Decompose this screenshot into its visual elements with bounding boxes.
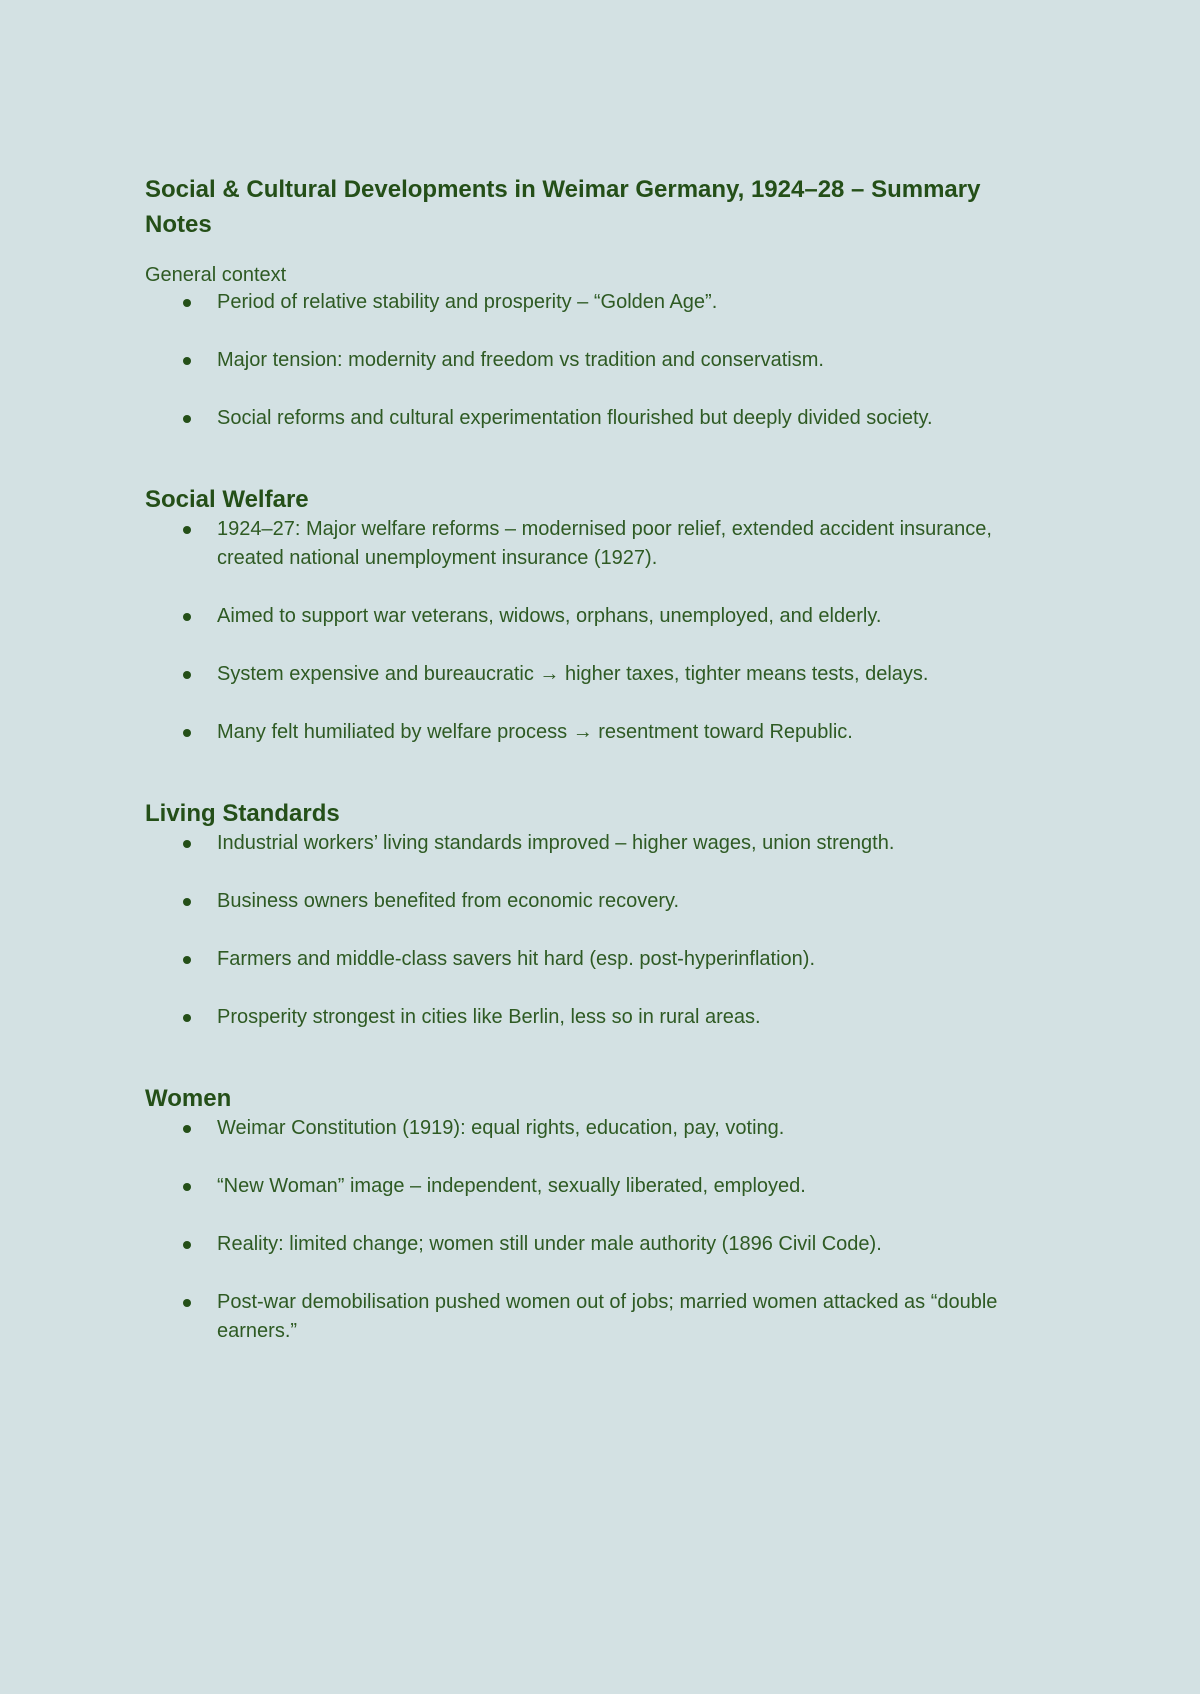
bullet-icon: [183, 613, 191, 621]
context-label: General context: [145, 264, 287, 286]
bullet-icon: [183, 898, 191, 906]
list-item: [145, 1230, 1040, 1259]
bullet-icon: [183, 357, 191, 365]
bullet-icon: [183, 1183, 191, 1191]
list-item: [145, 515, 1040, 573]
list-item-text: Major tension: modernity and freedom vs tradition and conservatism.: [217, 349, 824, 371]
list-item: [145, 887, 1040, 916]
bullet-icon: [183, 729, 191, 737]
list-item-text: Industrial workers’ living standards improved – higher wages, union strength.: [217, 832, 895, 854]
document-title: Social & Cultural Developments in Weimar Germany, 1924–28 – Summary Notes: [145, 176, 981, 238]
living-standards-list: [145, 829, 1040, 1032]
list-item-text: Aimed to support war veterans, widows, orphans, unemployed, and elderly.: [217, 605, 882, 627]
social-welfare-list: [145, 515, 1040, 747]
list-item-text: “New Woman” image – independent, sexually liberated, employed.: [217, 1175, 806, 1197]
list-item-text: 1924–27: Major welfare reforms – modernised poor relief, extended accident insurance, created national unemployment insurance (1927).: [217, 518, 992, 569]
section-heading-living-standards: Living Standards: [145, 800, 340, 827]
list-item: [145, 718, 1040, 747]
list-item: [145, 1003, 1040, 1032]
list-item-text: Many felt humiliated by welfare process → resentment toward Republic.: [217, 721, 853, 743]
bullet-icon: [183, 1241, 191, 1249]
bullet-icon: [183, 671, 191, 679]
section-heading-social-welfare: Social Welfare: [145, 486, 309, 513]
list-item-text: Period of relative stability and prosperity – “Golden Age”.: [217, 291, 718, 313]
list-item: [145, 288, 1040, 317]
list-item-text: System expensive and bureaucratic → higher taxes, tighter means tests, delays.: [217, 663, 929, 685]
list-item-text: Post-war demobilisation pushed women out of jobs; married women attacked as “double earners.”: [217, 1291, 998, 1342]
list-item: [145, 602, 1040, 631]
list-item: [145, 660, 1040, 689]
list-item: [145, 829, 1040, 858]
bullet-icon: [183, 299, 191, 307]
list-item-text: Weimar Constitution (1919): equal rights, education, pay, voting.: [217, 1117, 785, 1139]
context-list: [145, 288, 1040, 433]
list-item-text: Social reforms and cultural experimentation flourished but deeply divided society.: [217, 407, 933, 429]
bullet-icon: [183, 415, 191, 423]
list-item-text: Business owners benefited from economic recovery.: [217, 890, 680, 912]
women-list: [145, 1114, 1040, 1346]
list-item-text: Farmers and middle-class savers hit hard (esp. post-hyperinflation).: [217, 948, 816, 970]
list-item-text: Prosperity strongest in cities like Berlin, less so in rural areas.: [217, 1006, 761, 1028]
bullet-icon: [183, 526, 191, 534]
list-item-text: Reality: limited change; women still under male authority (1896 Civil Code).: [217, 1233, 882, 1255]
bullet-icon: [183, 840, 191, 848]
list-item: [145, 1288, 1040, 1346]
list-item: [145, 404, 1040, 433]
list-item: [145, 1172, 1040, 1201]
list-item: [145, 945, 1040, 974]
list-item: [145, 1114, 1040, 1143]
bullet-icon: [183, 1299, 191, 1307]
list-item: [145, 346, 1040, 375]
bullet-icon: [183, 956, 191, 964]
bullet-icon: [183, 1014, 191, 1022]
bullet-icon: [183, 1125, 191, 1133]
section-heading-women: Women: [145, 1085, 232, 1112]
